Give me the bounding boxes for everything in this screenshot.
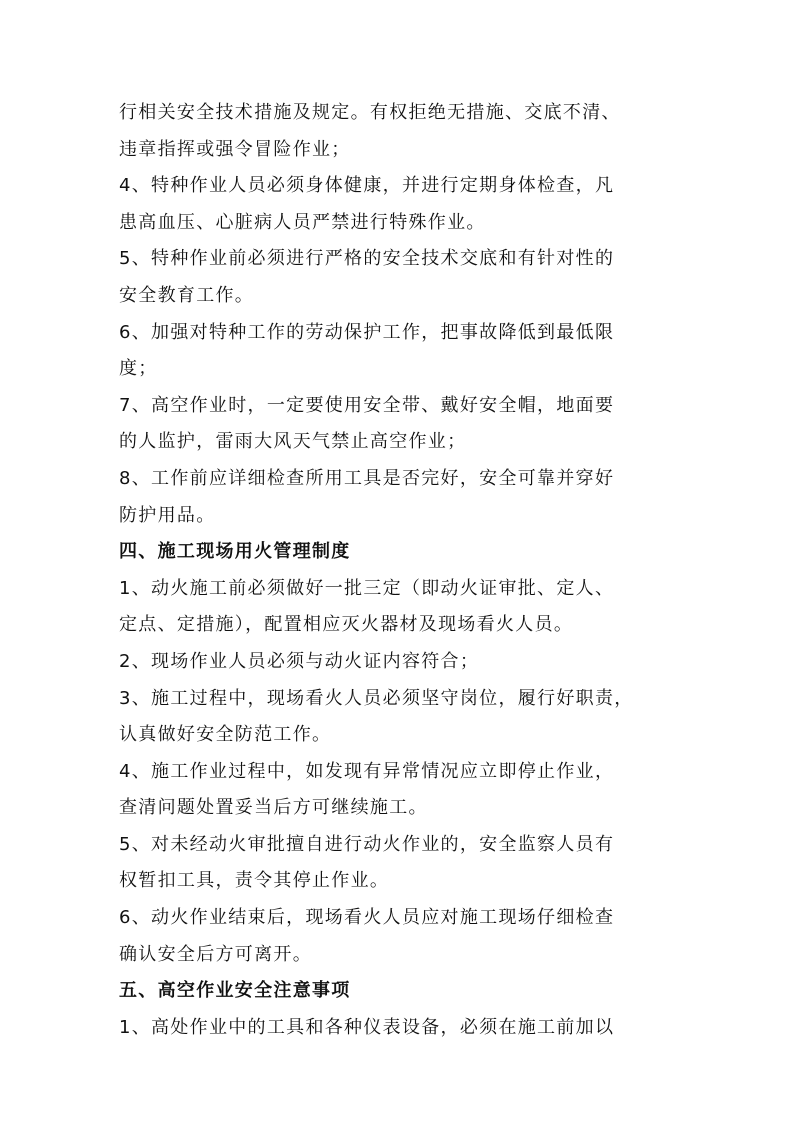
text-line: 3、施工过程中，现场看火人员必须坚守岗位，履行好职责， bbox=[119, 687, 634, 709]
text-line: 5、特种作业前必须进行严格的安全技术交底和有针对性的 bbox=[119, 248, 615, 270]
section-heading: 五、高空作业安全注意事项 bbox=[119, 980, 351, 1002]
text-line: 安全教育工作。 bbox=[119, 284, 255, 306]
text-line: 4、特种作业人员必须身体健康，并进行定期身体检查，凡 bbox=[119, 175, 615, 197]
text-line: 的人监护，雷雨大风天气禁止高空作业； bbox=[119, 431, 467, 453]
text-line: 查清问题处置妥当后方可继续施工。 bbox=[119, 797, 428, 819]
text-line: 1、高处作业中的工具和各种仪表设备，必须在施工前加以 bbox=[119, 1016, 615, 1038]
text-line: 8、工作前应详细检查所用工具是否完好，安全可靠并穿好 bbox=[119, 467, 615, 489]
text-line: 防护用品。 bbox=[119, 504, 216, 526]
text-line: 确认安全后方可离开。 bbox=[119, 943, 312, 965]
document-body bbox=[119, 95, 675, 1046]
text-line: 5、对未经动火审批擅自进行动火作业的，安全监察人员有 bbox=[119, 833, 615, 855]
text-line: 6、加强对特种工作的劳动保护工作，把事故降低到最低限 bbox=[119, 321, 615, 343]
section-heading: 四、施工现场用火管理制度 bbox=[119, 541, 351, 563]
text-line: 7、高空作业时，一定要使用安全带、戴好安全帽，地面要 bbox=[119, 394, 615, 416]
text-line: 4、施工作业过程中，如发现有异常情况应立即停止作业， bbox=[119, 760, 615, 782]
text-line: 定点、定措施），配置相应灭火器材及现场看火人员。 bbox=[119, 614, 574, 636]
text-line: 行相关安全技术措施及规定。有权拒绝无措施、交底不清、 bbox=[119, 102, 621, 123]
text-line: 2、现场作业人员必须与动火证内容符合； bbox=[119, 650, 480, 672]
text-line: 患高血压、心脏病人员严禁进行特殊作业。 bbox=[119, 211, 486, 233]
text-line: 6、动火作业结束后，现场看火人员应对施工现场仔细检查 bbox=[119, 907, 615, 929]
text-line: 违章指挥或强令冒险作业； bbox=[119, 138, 351, 160]
text-line: 权暂扣工具，责令其停止作业。 bbox=[119, 870, 390, 892]
text-line: 1、动火施工前必须做好一批三定（即动火证审批、定人、 bbox=[119, 577, 615, 599]
text-line: 认真做好安全防范工作。 bbox=[119, 724, 332, 746]
text-line: 度； bbox=[119, 358, 158, 380]
